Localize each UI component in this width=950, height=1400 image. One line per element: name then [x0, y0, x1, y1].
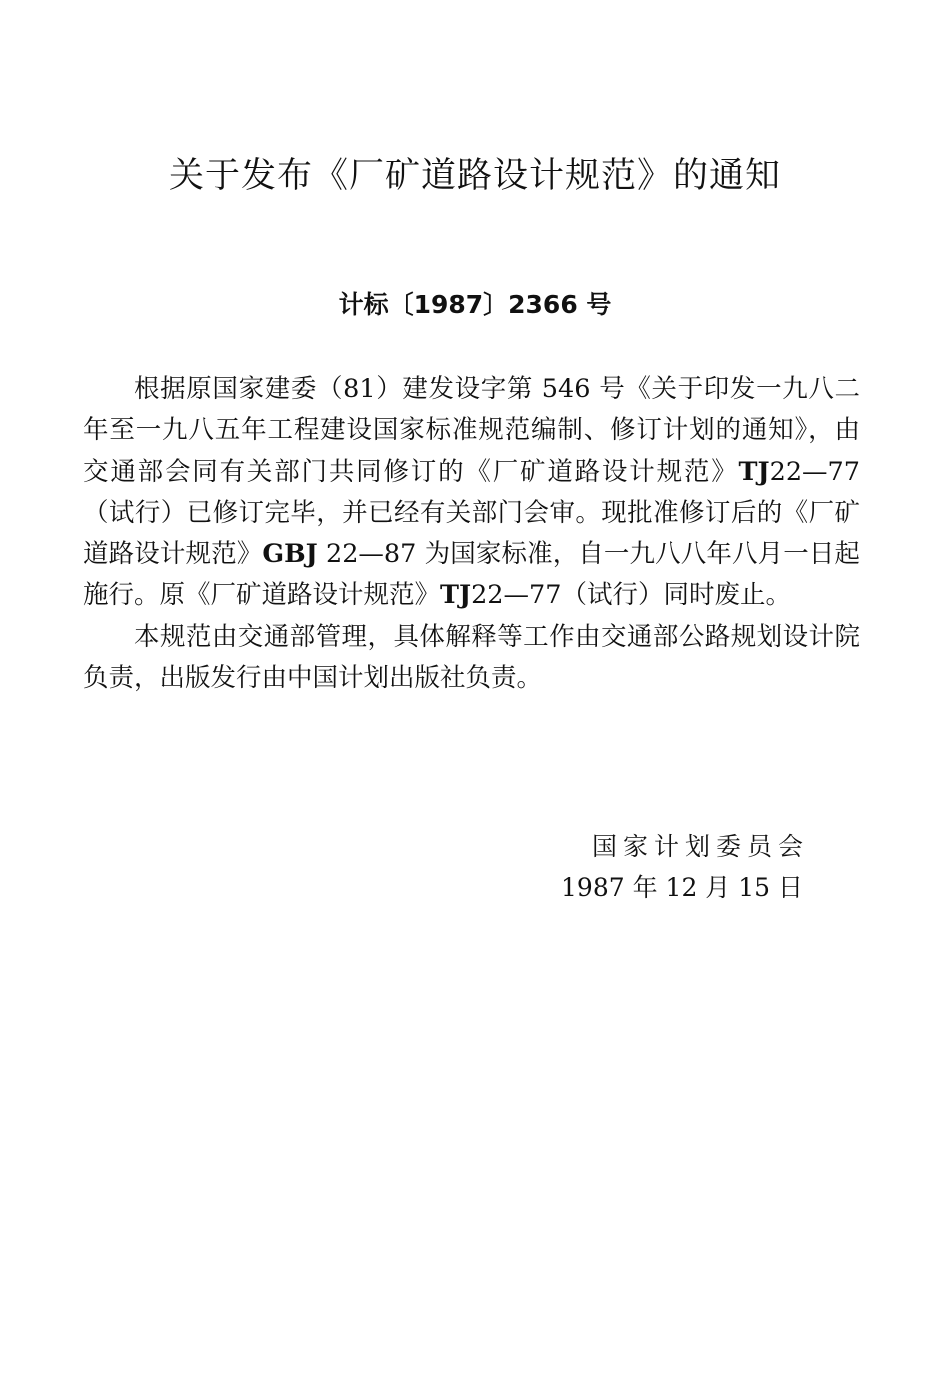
- code-gbj: GBJ: [262, 539, 318, 570]
- text-run: 22—77（试行）同时废止。: [471, 580, 791, 611]
- text-run: 本规范由交通部管理，具体解释等工作由交通部公路规划设计院负责，出版发行由中国计划出版社负责。: [83, 621, 860, 694]
- issue-date: 1987 年 12 月 15 日: [561, 873, 803, 902]
- paragraph-1: [83, 369, 860, 617]
- text-run: 22—77（试行）已修订完毕，并已经有关部门会审。现批准修订后的《厂矿道路设计规范》: [83, 456, 860, 570]
- issuing-organization: 国家计划委员会: [591, 832, 809, 861]
- notice-body: [83, 369, 860, 699]
- text-run: 根据原国家建委（81）建发设字第 546 号《关于印发一九八二年至一九八五年工程建设国家标准规范编制、修订计划的通知》，由交通部会同有关部门共同修订的《厂矿道路设计规范》: [83, 374, 860, 487]
- text-run: 22—87 为国家标准，自一九八八年八月一日起施行。原《厂矿道路设计规范》: [83, 539, 860, 611]
- document-number: 计标〔1987〕2366 号: [338, 290, 612, 319]
- notice-title: 关于发布《厂矿道路设计规范》的通知: [168, 156, 781, 196]
- code-tj: TJ: [440, 580, 472, 611]
- signature-block: [561, 826, 809, 908]
- paragraph-2: [83, 617, 860, 700]
- code-tj: TJ: [738, 456, 770, 487]
